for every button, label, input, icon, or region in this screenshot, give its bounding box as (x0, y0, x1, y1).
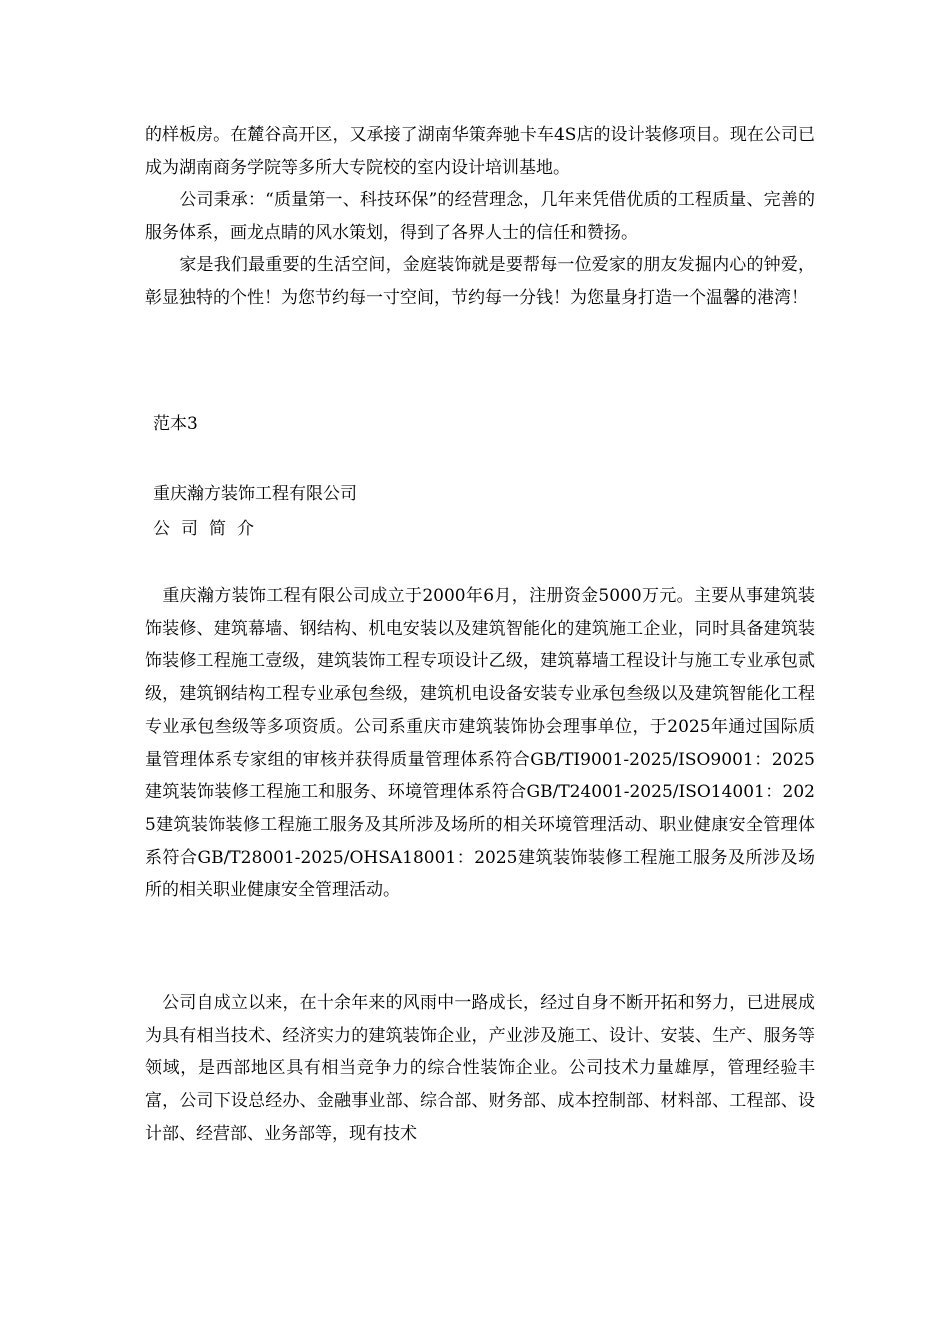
sample-label: 范本3 (153, 414, 198, 434)
profile-heading: 公司简介 (153, 519, 265, 539)
paragraph-business-philosophy: 公司秉承：“质量第一、科技环保”的经营理念，几年来凭借优质的工程质量、完善的服务体系，画龙点睛的风水策划，得到了各界人士的信任和赞扬。 (145, 190, 815, 243)
paragraph-intro-continued: 的样板房。在麓谷高开区，又承接了湖南华策奔驰卡车4S店的设计装修项目。现在公司已成为湖南商务学院等多所大专院校的室内设计培训基地。 (145, 125, 815, 178)
paragraph-home-slogan: 家是我们最重要的生活空间，金庭装饰就是要帮每一位爱家的朋友发掘内心的钟爱，彰显独特的个性！为您节约每一寸空间，节约每一分钱！为您量身打造一个温馨的港湾！ (145, 255, 815, 308)
paragraph-company-growth: 公司自成立以来，在十余年来的风雨中一路成长，经过自身不断开拓和努力，已进展成为具有相当技术、经济实力的建筑装饰企业，产业涉及施工、设计、安装、生产、服务等领域，是西部地区具有相当竞争力的综合性装饰企业。公司技术力量雄厚，管理经验丰富，公司下设总经办、金融事业部、综合部、财务部、成本控制部、材料部、工程部、设计部、经营部、业务部等，现有技术 (145, 993, 815, 1144)
company-name: 重庆瀚方装饰工程有限公司 (153, 484, 357, 504)
paragraph-company-overview: 重庆瀚方装饰工程有限公司成立于2000年6月，注册资金5000万元。主要从事建筑装饰装修、建筑幕墙、钢结构、机电安装以及建筑智能化的建筑施工企业，同时具备建筑装饰装修工程施工壹级，建筑装饰工程专项设计乙级，建筑幕墙工程设计与施工专业承包贰级，建筑钢结构工程专业承包叁级，建筑机电设备安装专业承包叁级以及建筑智能化工程专业承包叁级等多项资质。公司系重庆市建筑装饰协会理事单位，于2025年通过国际质量管理体系专家组的审核并获得质量管理体系符合GB/TI9001-2025/ISO9001：2025建筑装饰装修工程施工和服务、环境管理体系符合GB/T24001-2025/ISO14001：2025建筑装饰装修工程施工服务及其所涉及场所的相关环境管理活动、职业健康安全管理体系符合GB/T28001-2025/OHSA18001：2025建筑装饰装修工程施工服务及所涉及场所的相关职业健康安全管理活动。 (145, 586, 815, 901)
